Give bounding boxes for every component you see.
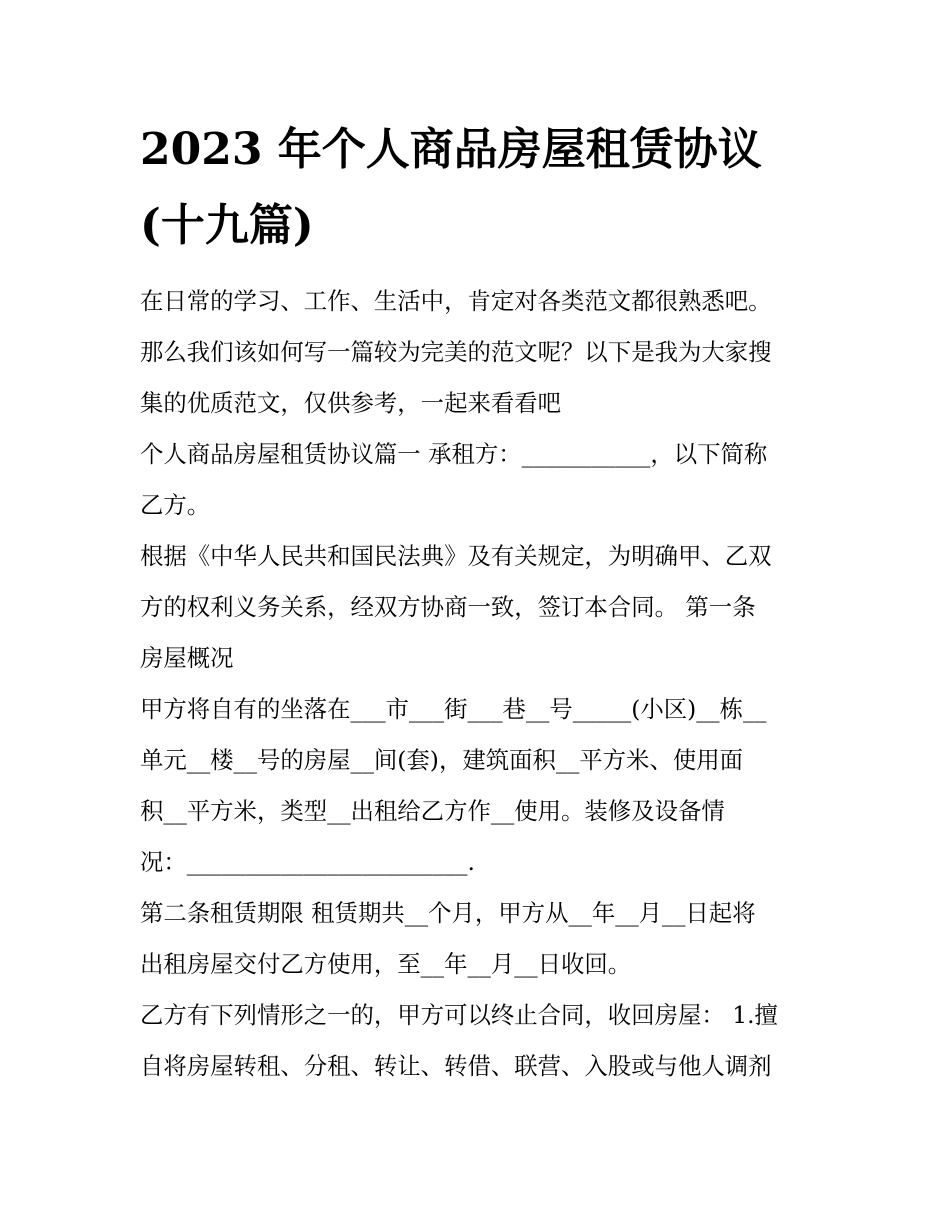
- body-line: 乙方有下列情形之一的，甲方可以终止合同，收回房屋： 1.擅: [140, 1001, 778, 1029]
- body-line: 那么我们该如何写一篇较为完美的范文呢？以下是我为大家搜: [140, 338, 772, 366]
- body-line: 房屋概况: [140, 644, 234, 672]
- body-line: 乙方。: [140, 491, 211, 519]
- body-line: 集的优质范文，仅供参考，一起来看看吧: [140, 389, 562, 417]
- body-line: 积__平方米，类型__出租给乙方作__使用。装修及设备情: [140, 797, 725, 825]
- title-line-1: 2023 年个人商品房屋租赁协议: [140, 124, 762, 175]
- body-line: 在日常的学习、工作、生活中，肯定对各类范文都很熟悉吧。: [140, 287, 772, 315]
- title-line-2: (十九篇): [140, 200, 314, 251]
- body-line: 根据《中华人民共和国民法典》及有关规定，为明确甲、乙双: [140, 542, 772, 570]
- body-line: 况：________________________.: [140, 848, 475, 876]
- document-body: [140, 276, 820, 1092]
- body-line: 第二条租赁期限 租赁期共__个月，甲方从__年__月__日起将: [140, 899, 756, 927]
- body-line: 自将房屋转租、分租、转让、转借、联营、入股或与他人调剂: [140, 1052, 772, 1080]
- body-line: 个人商品房屋租赁协议篇一 承租方：___________，以下简称: [140, 440, 768, 468]
- body-line: 单元__楼__号的房屋__间(套)，建筑面积__平方米、使用面: [140, 746, 744, 774]
- body-line: 甲方将自有的坐落在___市___街___巷__号_____(小区)__栋__: [140, 695, 767, 723]
- document-title: [140, 112, 820, 264]
- body-line: 出租房屋交付乙方使用，至__年__月__日收回。: [140, 950, 632, 978]
- body-line: 方的权利义务关系，经双方协商一致，签订本合同。 第一条: [140, 593, 756, 621]
